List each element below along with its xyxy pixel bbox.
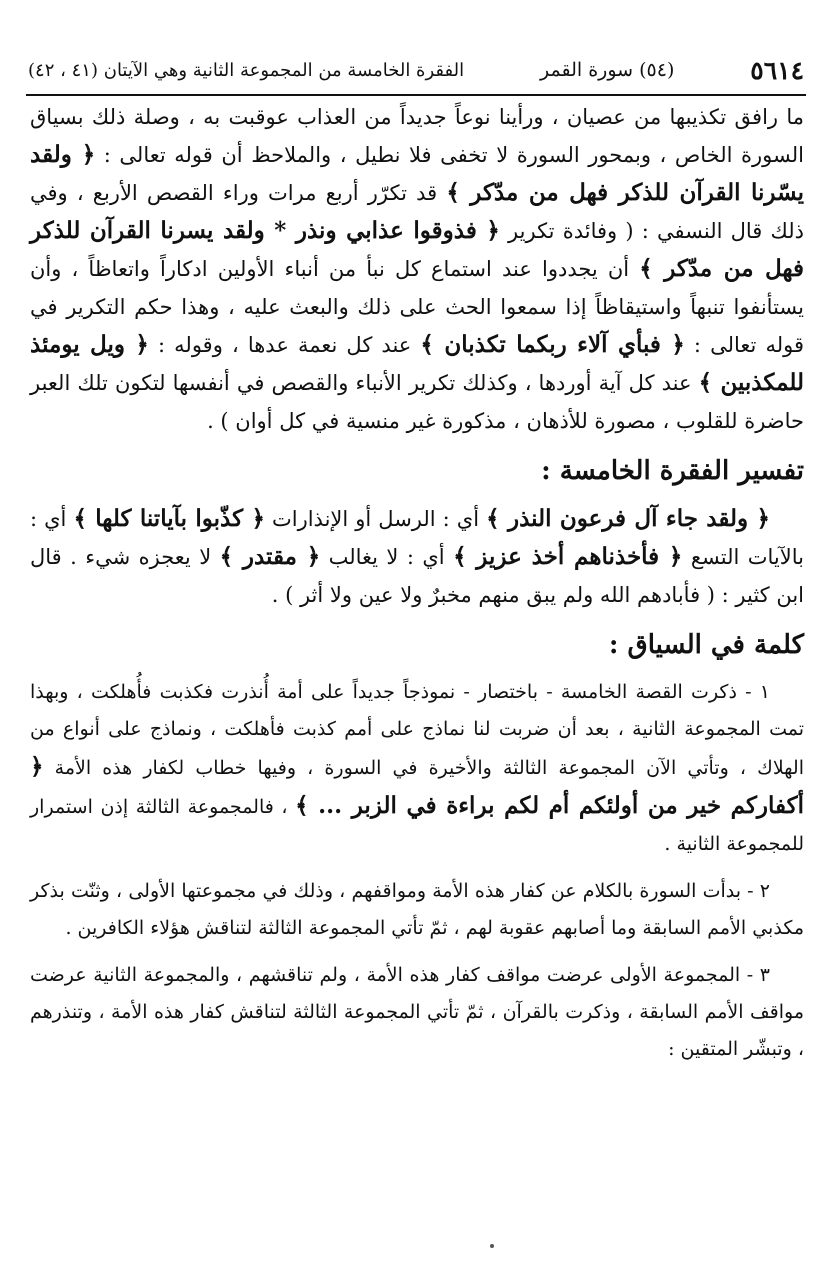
tafsir-text: أي : بالآيات التسع: [30, 507, 804, 569]
context-item-1: [30, 674, 804, 863]
quran-quote: ﴿ فبأي آلاء ربكما تكذبان ﴾: [420, 331, 685, 358]
intro-paragraph: [30, 98, 804, 440]
tafsir-text: أي : الرسل أو الإنذارات: [264, 507, 487, 531]
quran-quote: ﴿ فأخذناهم أخذ عزيز ﴾: [453, 543, 683, 570]
quran-quote: ﴿ ولقد يسّرنا القرآن للذكر فهل من مدّكر ﴾: [30, 141, 804, 206]
page-number: ٥٦١٤: [750, 55, 804, 85]
intro-text-3: أن يجددوا عند استماع كل نبأ من أنباء الأولين ادكاراً واتعاظاً ، وأن يستأنفوا تنبهاً واستيقاظاً إذا سمعوا الحث على ذلك والبعث عليه ، وهذا حكم التكرير في قوله تعالى :: [30, 257, 804, 357]
page-header: [28, 48, 804, 92]
intro-text-4: عند كل نعمة عدها ، وقوله :: [148, 333, 421, 357]
spacer: [30, 863, 804, 873]
surah-name: (٥٤) سورة القمر: [540, 59, 675, 81]
intro-text-1: ما رافق تكذيبها من عصيان ، ورأينا نوعاً جديداً من العذاب عوقبت به ، وصلة ذلك بسياق السورة الخاص ، وبمحور السورة لا تخفى فلا نطيل ، والملاحظ أن قوله تعالى :: [30, 105, 804, 167]
tafsir-heading: تفسير الفقرة الخامسة :: [541, 456, 804, 486]
context-text: ، فالمجموعة الثالثة إذن استمرار للمجموعة الثانية .: [30, 796, 804, 855]
quran-quote: ﴿ فذوقوا عذابي ونذر * ولقد يسرنا القرآن للذكر فهل من مدّكر ﴾: [30, 217, 804, 282]
context-heading: كلمة في السياق :: [608, 630, 804, 660]
context-item-3: ٣ - المجموعة الأولى عرضت مواقف كفار هذه الأمة ، ولم تناقشهم ، والمجموعة الثانية عرضت مواقف الأمم السابقة ، وذكرت بالقرآن ، ثمّ تأتي المجموعة الثالثة لتناقش كفار هذه الأمة ، وتنذرهم ، وتبشّر المتقين :: [30, 964, 804, 1060]
quran-quote: ﴿ أكفاركم خير من أولئكم أم لكم براءة في الزبر ... ﴾: [30, 753, 804, 819]
quran-quote: ﴿ ويل يومئذ للمكذبين ﴾: [30, 331, 804, 396]
tafsir-text: أي : لا يغالب: [320, 545, 454, 569]
quran-quote: ﴿ مقتدر ﴾: [219, 543, 321, 570]
tafsir-paragraph: [30, 500, 804, 614]
context-item-2: ٢ - بدأت السورة بالكلام عن كفار هذه الأمة ومواقفهم ، وذلك في مجموعتها الأولى ، وثنّت بذكر مكذبي الأمم السابقة وما أصابهم عقوبة لهم ، ثمّ تأتي المجموعة الثالثة لتناقش هؤلاء الكافرين .: [30, 880, 804, 939]
header-rule: [26, 94, 806, 96]
context-text: ١ - ذكرت القصة الخامسة - باختصار - نموذجاً جديداً على أمة أُنذرت فكذبت فأُهلكت ، وبهذا تمت المجموعة الثانية ، بعد أن ضربت لنا نماذج على أمم كذبت فأهلكت ، ونماذج على أنواع من الهلاك ، وتأتي الآن المجموعة الثالثة والأخيرة في السورة ، وفيها خطاب لكفار هذه الأمة: [30, 681, 804, 779]
footer-dot: [490, 1244, 494, 1248]
section-title: الفقرة الخامسة من المجموعة الثانية وهي الآيتان (٤١ ، ٤٢): [28, 59, 465, 81]
intro-text-2: قد تكرّر أربع مرات وراء القصص الأربع ، وفي ذلك قال النسفي : ( وفائدة تكرير: [30, 181, 804, 243]
page-body: [30, 98, 804, 1068]
quran-quote: ﴿ ولقد جاء آل فرعون النذر ﴾: [486, 505, 770, 532]
quran-quote: ﴿ كذّبوا بآياتنا كلها ﴾: [73, 505, 265, 532]
spacer: [30, 947, 804, 957]
tafsir-text: لا يعجزه شيء . قال ابن كثير : ( فأبادهم الله ولم يبق منهم مخبرٌ ولا عين ولا أثر ) .: [30, 545, 804, 607]
intro-text-5: عند كل آية أوردها ، وكذلك تكرير الأنباء والقصص في أنفسها لتكون تلك العبر حاضرة للقلوب ، مصورة للأذهان ، مذكورة غير منسية في كل أوان ) .: [30, 371, 804, 433]
